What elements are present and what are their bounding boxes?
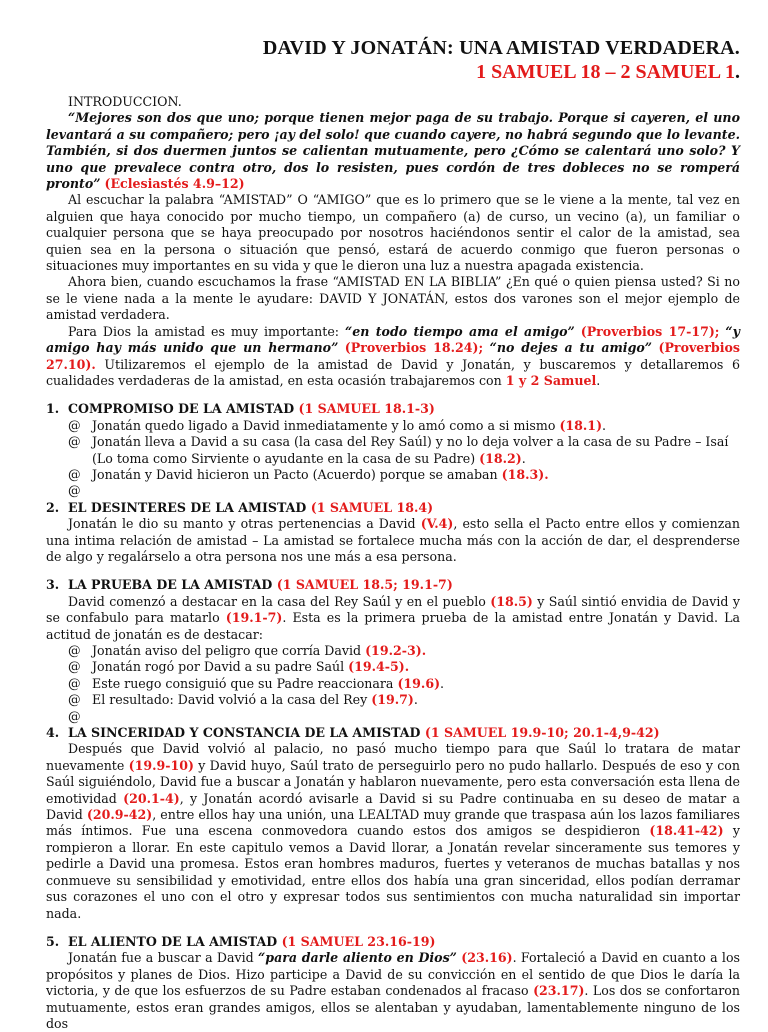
list-item: @ Este ruego consiguió que su Padre reaccionara (19.6). — [68, 675, 445, 691]
subtitle-period: . — [735, 61, 740, 83]
bullet-symbol: @ — [68, 417, 81, 433]
section-4-text-4: , entre ellos hay una unión, una LEALTAD muy grande que traspasa aún los lazos familiares más íntimos. Fue una escena conmovedora cuando estos dos amigos se despidieron — [46, 807, 740, 839]
section-4-ref-2: (20.1-4) — [123, 790, 180, 806]
bullet-ref: (19.4-5) — [348, 659, 405, 675]
section-2-heading — [46, 500, 740, 516]
section-5-ref: (1 SAMUEL 23.16-19) — [281, 933, 436, 949]
bullet-ref: (18.2) — [479, 450, 522, 466]
bullet-ref: (19.2-3) — [365, 643, 422, 658]
list-item: @ Jonatán aviso del peligro que corría David (19.2-3). — [68, 643, 427, 658]
section-3-paragraph — [46, 594, 740, 643]
bullet-text: El resultado: David volvió a la casa del Rey — [92, 692, 368, 708]
bullet-text: Jonatán lleva a David a su casa (la casa del Rey Saúl) y no lo deja volver a la casa de su Padre – Isaí (Lo toma como Sirviente o ayudante en la casa de su Padre) — [92, 434, 729, 466]
section-5-number: 5. — [46, 933, 60, 949]
intro-quote-paragraph — [46, 110, 740, 192]
section-3 — [46, 577, 740, 725]
section-4-number: 4. — [46, 725, 60, 741]
section-5-title: EL ALIENTO DE LA AMISTAD — [68, 933, 278, 949]
intro-p3-quote-1: “en todo tiempo ama el amigo” — [345, 323, 575, 339]
section-3-text-b: y Saúl sintió envidia de David y se confabulo para matarlo — [46, 593, 740, 626]
section-5-ref-2: (23.17) — [533, 983, 585, 999]
section-3-inline-ref-1: (18.5) — [490, 593, 533, 609]
section-2-text-a: Jonatán le dio su manto y otras pertenencias a David — [68, 516, 416, 532]
section-5 — [46, 934, 740, 1032]
intro-p3-text-a: Para Dios la amistad es muy importante: — [68, 323, 340, 339]
section-4-ref-1: (19.9-10) — [128, 757, 194, 773]
intro-p3-ref-2: (Proverbios 18.24); — [344, 340, 484, 356]
section-4-text-1: Después que David volvió al palacio, no pasó mucho tiempo para que Saúl lo tratara de matar nuevamente — [46, 741, 740, 773]
bullet-symbol: @ — [68, 659, 81, 675]
list-item: @ Jonatán quedo ligado a David inmediatamente y lo amó como a si mismo (18.1). — [68, 417, 607, 433]
section-2-text-b: , esto sella el Pacto entre ellos y comienzan una intima relación de amistad – La amistad se fortalece mucha más con la acción de dar, el desprenderse de algo y regalárselo a otra persona nos une más a esa persona. — [46, 516, 740, 564]
list-item: @ Jonatán rogó por David a su padre Saúl (19.4-5). — [68, 659, 410, 675]
section-4-title: LA SINCERIDAD Y CONSTANCIA DE LA AMISTAD — [68, 725, 421, 741]
section-2 — [46, 500, 740, 566]
section-5-quote: “para darle aliento en Dios” — [258, 950, 457, 966]
bullet-text: Jonatán y David hicieron un Pacto (Acuerdo) porque se amaban — [92, 466, 498, 482]
bullet-symbol: @ — [68, 692, 81, 708]
section-4-text-5: y rompieron a llorar. En este capitulo vemos a David llorar, a Jonatán revelar sinceramente sus temores y pedirle a David una promesa. Estos eran hombres maduros, fuertes y veteranos de muchas batallas y nos conmueve su sensibilidad y emotividad, entre ellos dos había una gran sinceridad, ellos podían derramar sus corazones el uno con el otro y expresar todos sus sentimientos con mucha naturalidad sin importar nada. — [46, 823, 740, 921]
bullet-symbol: @ — [68, 483, 81, 499]
bullet-ref: (18.3) — [501, 466, 545, 482]
intro-paragraph-2: Ahora bien, cuando escuchamos la frase “AMISTAD EN LA BIBLIA” ¿En qué o quien piensa usted? Si no se le viene nada a la mente le ayudare: DAVID Y JONATÁN, estos dos varones son el mejor ejemplo de amistad verdadera. — [46, 274, 740, 323]
intro-p3-ref-4: 1 y 2 Samuel — [505, 372, 597, 388]
section-3-ref: (1 SAMUEL 18.5; 19.1-7) — [276, 577, 453, 593]
section-2-inline-ref: (V.4) — [420, 516, 454, 532]
section-4-text-3: , y Jonatán acordó avisarle a David si su Padre continuaba en su deseo de matar a David — [46, 790, 740, 823]
bullet-symbol: @ — [68, 643, 81, 658]
section-3-bullets — [46, 643, 740, 725]
section-2-ref: (1 SAMUEL 18.4) — [310, 499, 434, 515]
bullet-symbol: @ — [68, 708, 81, 724]
bullet-text: Jonatán quedo ligado a David inmediatamente y lo amó como a si mismo — [92, 417, 556, 433]
section-1-title: COMPROMISO DE LA AMISTAD — [68, 401, 295, 417]
bullet-symbol: @ — [68, 434, 81, 450]
bullet-ref: (18.1) — [559, 417, 603, 433]
section-4-ref-4: (18.41-42) — [649, 823, 724, 839]
intro-p3-end: . — [596, 372, 601, 388]
section-4 — [46, 725, 740, 922]
bullet-ref: (19.7) — [371, 692, 414, 708]
section-5-text-1: Jonatán fue a buscar a David — [68, 950, 254, 966]
section-3-inline-ref-2: (19.1-7) — [225, 610, 283, 626]
section-5-text-3: . Los dos se confortaron mutuamente, estos eran grandes amigos, ellos se alentaban y ayudaban, lamentablemente ninguno de los dos — [46, 983, 740, 1031]
section-1-ref: (1 SAMUEL 18.1-3) — [298, 401, 435, 417]
intro-p3-quote-2: “y amigo hay más unido que un hermano” — [46, 323, 740, 356]
intro-quote-ref: (Eclesiastés 4.9–12) — [104, 176, 245, 192]
intro-p3-quote-3: “no dejes a tu amigo” — [489, 340, 653, 356]
document-subtitle — [46, 60, 740, 84]
section-1-bullets — [46, 418, 740, 500]
intro-p3-ref-1: (Proverbios 17-17); — [580, 323, 720, 339]
list-item: @ El resultado: David volvió a la casa del Rey (19.7). — [68, 692, 418, 708]
list-item: @ Jonatán lleva a David a su casa (la casa del Rey Saúl) y no lo deja volver a la casa de su Padre – Isaí (Lo toma como Sirviente o ayudante en la casa de su Padre) (18.2). — [68, 434, 729, 466]
section-5-heading — [46, 934, 740, 950]
section-2-number: 2. — [46, 499, 60, 515]
list-item: @ Jonatán y David hicieron un Pacto (Acuerdo) porque se amaban (18.3). — [68, 466, 549, 482]
bullet-text: Este ruego consiguió que su Padre reaccionara — [92, 675, 394, 691]
section-4-ref-3: (20.9-42) — [86, 807, 153, 823]
section-3-text-a: David comenzó a destacar en la casa del Rey Saúl y en el pueblo — [68, 593, 486, 609]
intro-paragraph-1: Al escuchar la palabra “AMISTAD” O “AMIGO” que es lo primero que se le viene a la mente, tal vez en alguien que haya conocido por mucho tiempo, un compañero (a) de curso, un vecino (a), un familiar o cualquier persona que se haya preocupado por nosotros haciéndonos sentir el calor de la amistad, sea quien sea en la persona o situación que pensó, estará de acuerdo conmigo que fueron personas o situaciones muy importantes en su vida y que le dieron una luz a nuestra apagada existencia. — [46, 192, 740, 274]
section-4-text-2: y David huyo, Saúl trato de perseguirlo pero no pudo hallarlo. Después de eso y con Saúl siguiéndolo, David fue a buscar a Jonatán y hablaron nuevamente, pero esta conversación esta llena de emotividad — [46, 757, 740, 806]
section-1-number: 1. — [46, 401, 60, 417]
bullet-text: Jonatán aviso del peligro que corría David — [92, 643, 362, 658]
list-item — [68, 709, 740, 725]
section-5-ref-1: (23.16) — [461, 950, 513, 966]
section-5-paragraph — [46, 950, 740, 1032]
section-4-heading — [46, 725, 740, 741]
section-4-ref: (1 SAMUEL 19.9-10; 20.1-4,9-42) — [424, 725, 660, 741]
bullet-text: Jonatán rogó por David a su padre Saúl — [92, 659, 345, 675]
list-item — [68, 483, 740, 499]
document-title: DAVID Y JONATÁN: UNA AMISTAD VERDADERA. — [262, 37, 740, 59]
intro-quote: “Mejores son dos que uno; porque tienen mejor paga de su trabajo. Porque si cayeren, el uno levantará a su compañero; pero ¡ay del solo! que cuando cayere, no habrá segundo que lo levante. También, si dos duermen juntos se calientan mutuamente, pero ¿Cómo se calentará uno solo? Y uno que prevalece contra otro, dos lo resisten, pues cordón de tres dobleces no se romperá pronto” — [46, 110, 740, 192]
bullet-ref: (19.6) — [397, 675, 441, 691]
intro-p3-ref-3: (Proverbios 27.10). — [46, 340, 741, 372]
section-3-text-c: . Esta es la primera prueba de la amistad entre Jonatán y David. La actitud de jonatán es de destacar: — [46, 610, 740, 642]
section-5-text-2: . Fortaleció a David en cuanto a los propósitos y planes de Dios. Hizo participe a David de su convicción en el sentido de que Dios le daría la victoria, y de que los esfuerzos de su Padre estaban condenados al fracaso — [46, 950, 740, 999]
intro-paragraph-3 — [46, 324, 740, 390]
intro-p3-text-b: Utilizaremos el ejemplo de la amistad de David y Jonatán, y buscaremos y detallaremos 6 cualidades verdaderas de la amistad, en esta ocasión trabajaremos con — [46, 356, 741, 388]
bullet-symbol: @ — [68, 466, 81, 482]
bullet-symbol: @ — [68, 675, 81, 691]
section-2-paragraph — [46, 516, 740, 565]
section-3-number: 3. — [46, 577, 60, 593]
section-1-heading — [46, 401, 740, 417]
section-3-heading — [46, 577, 740, 593]
intro-heading: INTRODUCCION. — [68, 94, 182, 109]
section-4-paragraph — [46, 741, 740, 921]
section-2-title: EL DESINTERES DE LA AMISTAD — [68, 499, 307, 515]
section-1 — [46, 401, 740, 499]
section-3-title: LA PRUEBA DE LA AMISTAD — [68, 577, 273, 593]
subtitle-reference: 1 SAMUEL 18 – 2 SAMUEL 1 — [476, 61, 735, 83]
